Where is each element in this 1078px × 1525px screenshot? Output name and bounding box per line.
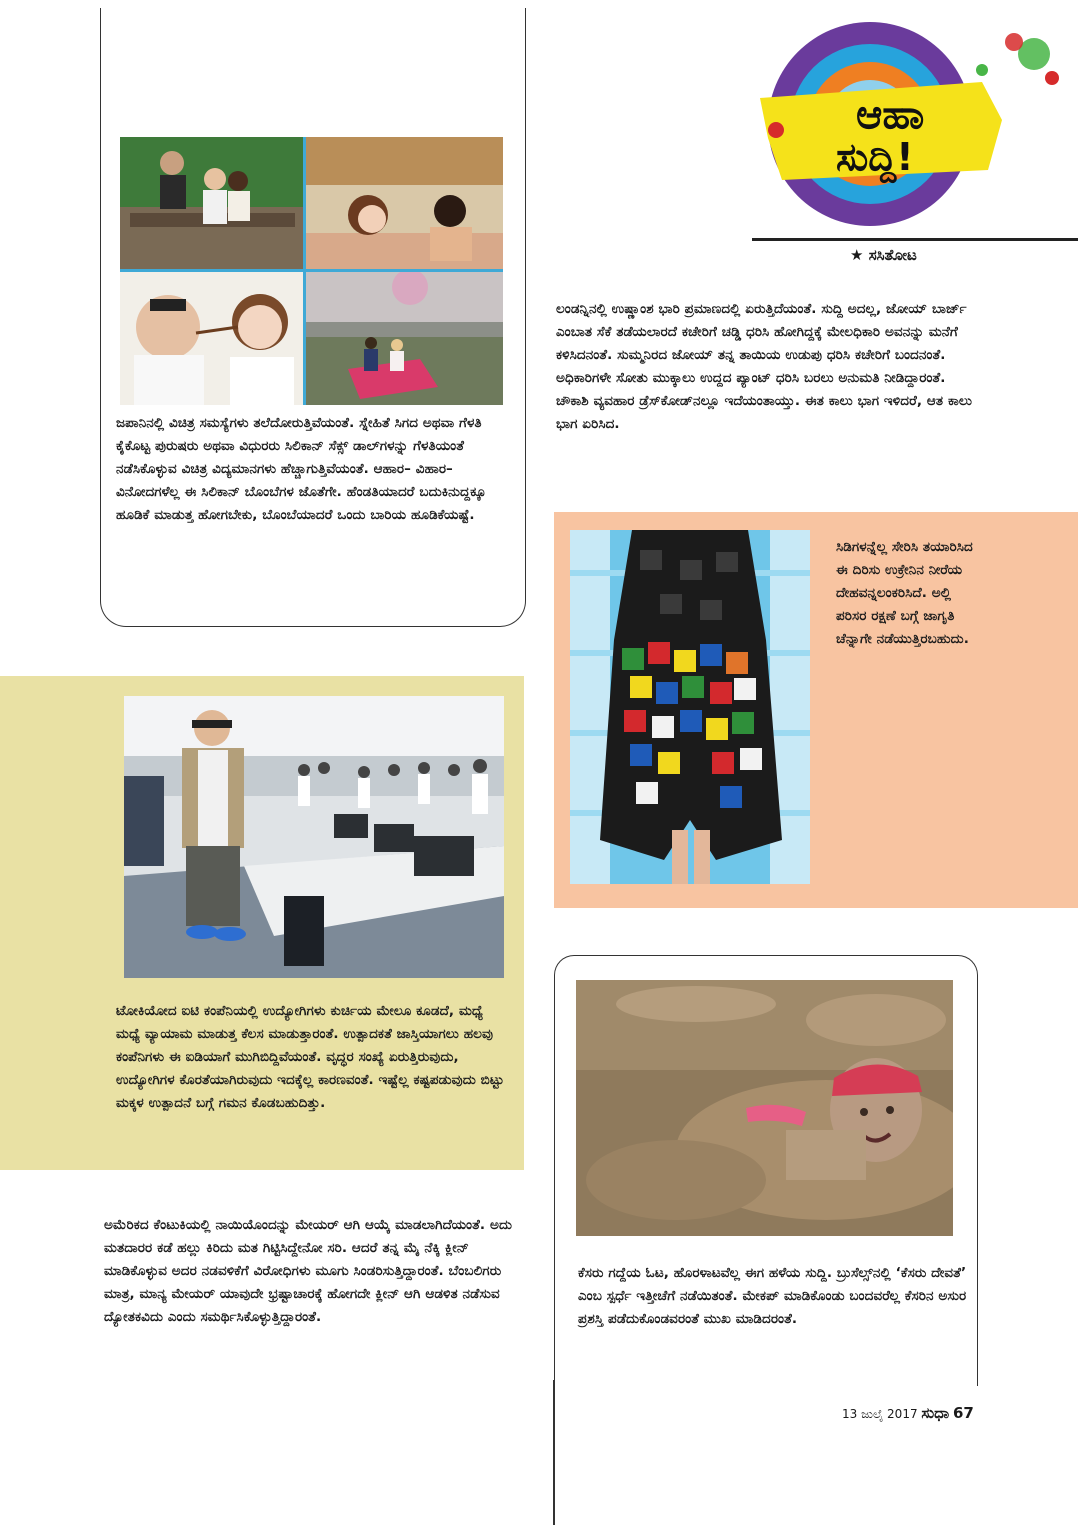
byline-rule xyxy=(752,238,1078,241)
story-tokyo-text: ಟೋಕಿಯೋದ ಐಟಿ ಕಂಪೆನಿಯಲ್ಲಿ ಉದ್ಯೋಗಿಗಳು ಕುರ್ಚಿಯ ಮೇಲೂ ಕೂಡದೆ, ಮಧ್ಯೆ ಮಧ್ಯೆ ವ್ಯಾಯಾಮ ಮಾಡುತ್ತ ಕೆಲಸ ಮಾಡುತ್ತಾರಂತೆ. ಉತ್ಪಾದಕತೆ ಜಾಸ್ತಿಯಾಗಲು ಹಲವು ಕಂಪೆನಿಗಳು ಈ ಐಡಿಯಾಗೆ ಮುಗಿಬಿದ್ದಿವೆಯಂತೆ. ವೃದ್ಧರ ಸಂಖ್ಯೆ ಏರುತ್ತಿರುವುದು, ಉದ್ಯೋಗಿಗಳ ಕೊರತೆಯಾಗಿರುವುದು ಇದಕ್ಕೆಲ್ಲ ಕಾರಣವಂತೆ. ಇಷ್ಟೆಲ್ಲ ಕಷ್ಟಪಡುವುದು ಬಿಟ್ಟು ಮಕ್ಕಳ ಉತ್ಪಾದನೆ ಬಗ್ಗೆ ಗಮನ ಕೊಡಬಹುದಿತ್ತು. xyxy=(116,1003,505,1111)
column-rule xyxy=(553,1380,555,1525)
story-london-text: ಲಂಡನ್ನಿನಲ್ಲಿ ಉಷ್ಣಾಂಶ ಭಾರಿ ಪ್ರಮಾಣದಲ್ಲಿ ಏರುತ್ತಿದೆಯಂತೆ. ಸುದ್ದಿ ಅದಲ್ಲ, ಜೋಯ್ ಬಾರ್ಜ್ ಎಂಬಾತ ಸೆಕೆ ತಡೆಯಲಾರದೆ ಕಚೇರಿಗೆ ಚಡ್ಡಿ ಧರಿಸಿ ಹೋಗಿದ್ದಕ್ಕೆ ಮೇಲಧಿಕಾರಿ ಅವನನ್ನು ಮನೆಗೆ ಕಳಿಸಿದನಂತೆ. ಸುಮ್ಮನಿರದ ಜೋಯ್ ತನ್ನ ತಾಯಿಯ ಉಡುಪು ಧರಿಸಿ ಕಚೇರಿಗೆ ಬಂದನಂತೆ. ಅಧಿಕಾರಿಗಳೇ ಸೋತು ಮುಕ್ಕಾಲು ಉದ್ದದ ಪ್ಯಾಂಟ್ ಧರಿಸಿ ಬರಲು ಅನುಮತಿ ನೀಡಿದ್ದಾರಂತೆ. ಚೌಕಾಶಿ ವ್ಯವಹಾರ ಡ್ರೆಸ್‌ಕೋಡ್‌ನಲ್ಲೂ ಇದೆಯಂತಾಯ್ತು. ಈತ ಕಾಲು ಭಾಗ ಇಳಿದರೆ, ಆತ ಕಾಲು ಭಾಗ ಏರಿಸಿದ. xyxy=(556,301,973,432)
star-icon: ★ xyxy=(850,246,864,264)
japan-doll-collage xyxy=(120,137,503,405)
aha-suddi-logo xyxy=(752,20,1072,228)
story-kentucky-text: ಅಮೆರಿಕದ ಕೆಂಟುಕಿಯಲ್ಲಿ ನಾಯಿಯೊಂದನ್ನು ಮೇಯರ್ ಆಗಿ ಆಯ್ಕೆ ಮಾಡಲಾಗಿದೆಯಂತೆ. ಅದು ಮತದಾರರ ಕಡೆ ಹಲ್ಲು ಕಿರಿದು ಮತ ಗಿಟ್ಟಿಸಿದ್ದೇನೋ ಸರಿ. ಆದರೆ ತನ್ನ ಮೈ ನೆಕ್ಕಿ ಕ್ಲೀನ್ ಮಾಡಿಕೊಳ್ಳುವ ಅದರ ನಡವಳಿಕೆಗೆ ವಿರೋಧಿಗಳು ಮೂಗು ಸಿಂಡರಿಸುತ್ತಿದ್ದಾರಂತೆ. ಬೆಂಬಲಿಗರು ಮಾತ್ರ, ಮಾನ್ಯ ಮೇಯರ್ ಯಾವುದೇ ಭ್ರಷ್ಟಾಚಾರಕ್ಕೆ ಹೋಗದೇ ಕ್ಲೀನ್ ಆಗಿ ಆಡಳಿತ ನಡೆಸುವ ದ್ಯೋತಕವಿದು ಎಂದು ಸಮರ್ಥಿಸಿಕೊಳ್ಳುತ್ತಿದ್ದಾರಂತೆ. xyxy=(104,1217,513,1325)
story-cd-text: ಸಿಡಿಗಳನ್ನೆಲ್ಲ ಸೇರಿಸಿ ತಯಾರಿಸಿದ ಈ ದಿರಿಸು ಉಕ್ರೇನಿನ ನೀರೆಯ ದೇಹವನ್ನಲಂಕರಿಸಿದೆ. ಅಲ್ಲಿ ಪರಿಸರ ರಕ್ಷಣೆ ಬಗ್ಗೆ ಜಾಗೃತಿ ಚೆನ್ನಾಗೇ ನಡೆಯುತ್ತಿರಬಹುದು. xyxy=(836,539,973,647)
logo-text-2: ಸುದ್ದಿ! xyxy=(836,135,914,179)
logo-text-1: ಆಹಾ xyxy=(856,92,925,138)
magazine-name: ಸುಧಾ xyxy=(921,1404,950,1422)
story-mud-text: ಕೆಸರು ಗದ್ದೆಯ ಓಟ, ಹೊರಳಾಟವೆಲ್ಲ ಈಗ ಹಳೆಯ ಸುದ್ದಿ. ಬ್ರುಸೆಲ್ಸ್‌ನಲ್ಲಿ ‘ಕೆಸರು ದೇವತೆ’ ಎಂಬ ಸ್ಪರ್ಧೆ ಇತ್ತೀಚೆಗೆ ನಡೆಯಿತಂತೆ. ಮೇಕಪ್ ಮಾಡಿಕೊಂಡು ಬಂದವರೆಲ್ಲ ಕೆಸರಿನ ಅಸುರ ಪ್ರಶಸ್ತಿ ಪಡೆದುಕೊಂಡವರಂತೆ ಮುಖ ಮಾಡಿದರಂತೆ. xyxy=(578,1265,967,1327)
byline xyxy=(850,246,917,264)
author-name: ಸಸಿತೋಟ xyxy=(868,246,917,264)
page-footer xyxy=(842,1404,974,1422)
page-number: 67 xyxy=(952,1404,974,1422)
floppy-dress-photo xyxy=(570,530,810,884)
issue-date: 13 ಜುಲೈ 2017 xyxy=(842,1407,918,1421)
tokyo-office-photo xyxy=(124,696,504,978)
mud-goddess-photo xyxy=(576,980,953,1236)
story-japan-text: ಜಪಾನಿನಲ್ಲಿ ವಿಚಿತ್ರ ಸಮಸ್ಯೆಗಳು ತಲೆದೋರುತ್ತಿವೆಯಂತೆ. ಸ್ನೇಹಿತೆ ಸಿಗದ ಅಥವಾ ಗೆಳತಿ ಕೈಕೊಟ್ಟ ಪುರುಷರು ಅಥವಾ ವಿಧುರರು ಸಿಲಿಕಾನ್ ಸೆಕ್ಸ್ ಡಾಲ್‌ಗಳನ್ನು ಗೆಳತಿಯಂತೆ ನಡೆಸಿಕೊಳ್ಳುವ ವಿಚಿತ್ರ ವಿದ್ಯಮಾನಗಳು ಹೆಚ್ಚಾಗುತ್ತಿವೆಯಂತೆ. ಆಹಾರ– ವಿಹಾರ– ವಿನೋದಗಳೆಲ್ಲ ಈ ಸಿಲಿಕಾನ್ ಬೊಂಬೆಗಳ ಜೊತೆಗೇ. ಹೆಂಡತಿಯಾದರೆ ಬದುಕಿನುದ್ದಕ್ಕೂ ಹೂಡಿಕೆ ಮಾಡುತ್ತ ಹೋಗಬೇಕು, ಬೊಂಬೆಯಾದರೆ ಒಂದು ಬಾರಿಯ ಹೂಡಿಕೆಯಷ್ಟೆ. xyxy=(116,415,487,523)
